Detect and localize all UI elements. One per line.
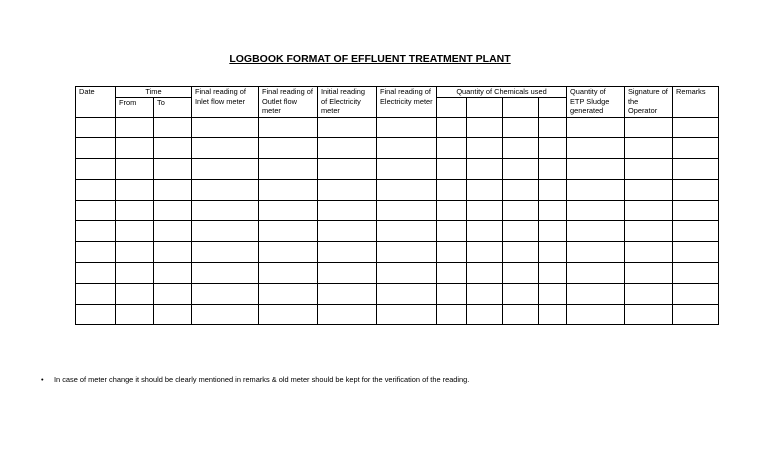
table-cell (567, 159, 625, 180)
table-cell (567, 200, 625, 221)
table-cell (154, 117, 192, 138)
table-cell (539, 263, 567, 284)
table-cell (318, 117, 377, 138)
page-title: LOGBOOK FORMAT OF EFFLUENT TREATMENT PLANT (229, 53, 511, 65)
table-row (76, 263, 719, 284)
table-cell (567, 179, 625, 200)
table-cell (76, 159, 116, 180)
table-cell (673, 263, 719, 284)
table-cell (318, 221, 377, 242)
table-row (76, 179, 719, 200)
table-cell (154, 138, 192, 159)
table-cell (377, 200, 437, 221)
table-cell (76, 283, 116, 304)
table-cell (259, 283, 318, 304)
header-signature: Signature of the Operator (625, 87, 673, 118)
table-cell (76, 304, 116, 325)
table-cell (467, 304, 503, 325)
table-cell (377, 283, 437, 304)
table-cell (539, 200, 567, 221)
table-cell (503, 179, 539, 200)
table-row (76, 138, 719, 159)
table-cell (154, 242, 192, 263)
table-cell (259, 159, 318, 180)
table-cell (539, 283, 567, 304)
table-cell (76, 138, 116, 159)
table-cell (625, 138, 673, 159)
table-cell (259, 304, 318, 325)
header-chemicals: Quantity of Chemicals used (437, 87, 567, 98)
table-cell (76, 117, 116, 138)
table-cell (467, 138, 503, 159)
table-cell (503, 304, 539, 325)
bullet-icon: • (41, 375, 44, 384)
table-cell (259, 242, 318, 263)
table-cell (673, 242, 719, 263)
table-row (76, 242, 719, 263)
table-cell (673, 138, 719, 159)
table-cell (318, 263, 377, 284)
table-cell (116, 221, 154, 242)
table-cell (625, 263, 673, 284)
table-cell (76, 242, 116, 263)
table-cell (437, 179, 467, 200)
table-cell (192, 283, 259, 304)
table-cell (116, 138, 154, 159)
table-cell (76, 263, 116, 284)
table-cell (192, 200, 259, 221)
table-cell (503, 221, 539, 242)
table-cell (567, 138, 625, 159)
header-chemical-sub-2 (467, 97, 503, 117)
table-cell (625, 283, 673, 304)
table-cell (192, 117, 259, 138)
header-electricity-final: Final reading of Electricity meter (377, 87, 437, 118)
table-cell (673, 304, 719, 325)
table-cell (539, 179, 567, 200)
table-cell (76, 200, 116, 221)
table-cell (116, 200, 154, 221)
header-chemical-sub-1 (437, 97, 467, 117)
table-cell (192, 242, 259, 263)
table-cell (503, 242, 539, 263)
table-cell (116, 283, 154, 304)
table-cell (467, 283, 503, 304)
table-cell (318, 283, 377, 304)
table-cell (539, 242, 567, 263)
header-time: Time (116, 87, 192, 98)
table-cell (377, 221, 437, 242)
table-cell (116, 117, 154, 138)
table-cell (625, 159, 673, 180)
header-remarks: Remarks (673, 87, 719, 118)
table-cell (154, 263, 192, 284)
table-row (76, 159, 719, 180)
table-cell (259, 138, 318, 159)
table-cell (467, 117, 503, 138)
header-chemical-sub-3 (503, 97, 539, 117)
table-cell (377, 242, 437, 263)
table-cell (567, 242, 625, 263)
table-cell (154, 221, 192, 242)
table-cell (318, 159, 377, 180)
table-cell (154, 179, 192, 200)
table-cell (116, 304, 154, 325)
table-cell (437, 159, 467, 180)
header-electricity-initial: Initial reading of Electricity meter (318, 87, 377, 118)
footnote-text: In case of meter change it should be clearly mentioned in remarks & old meter should be kept for the verification of the reading. (54, 375, 470, 384)
table-cell (567, 263, 625, 284)
table-cell (437, 263, 467, 284)
header-time-from: From (116, 97, 154, 117)
table-row (76, 221, 719, 242)
header-inlet-flow: Final reading of Inlet flow meter (192, 87, 259, 118)
table-cell (467, 159, 503, 180)
table-cell (192, 179, 259, 200)
table-cell (377, 304, 437, 325)
table-cell (259, 263, 318, 284)
table-cell (673, 117, 719, 138)
header-row-1 (76, 87, 719, 98)
table-cell (116, 179, 154, 200)
table-cell (503, 159, 539, 180)
table-cell (673, 179, 719, 200)
table-cell (377, 138, 437, 159)
header-sludge: Quantity of ETP Sludge generated (567, 87, 625, 118)
table-cell (503, 200, 539, 221)
table-cell (377, 263, 437, 284)
table-cell (318, 200, 377, 221)
table-cell (318, 179, 377, 200)
table-cell (154, 304, 192, 325)
table-cell (377, 179, 437, 200)
table-cell (437, 283, 467, 304)
table-cell (625, 304, 673, 325)
table-cell (673, 200, 719, 221)
table-cell (567, 221, 625, 242)
table-row (76, 200, 719, 221)
table-cell (467, 200, 503, 221)
table-cell (437, 304, 467, 325)
table-cell (467, 221, 503, 242)
table-cell (318, 304, 377, 325)
table-cell (192, 221, 259, 242)
table-cell (567, 283, 625, 304)
table-row (76, 283, 719, 304)
table-cell (259, 179, 318, 200)
table-cell (539, 159, 567, 180)
table-cell (503, 138, 539, 159)
table-cell (539, 117, 567, 138)
table-row (76, 304, 719, 325)
table-cell (154, 200, 192, 221)
table-cell (503, 283, 539, 304)
table-cell (377, 159, 437, 180)
table-cell (567, 117, 625, 138)
header-outlet-flow: Final reading of Outlet flow meter (259, 87, 318, 118)
table-cell (154, 159, 192, 180)
table-cell (437, 221, 467, 242)
table-cell (192, 138, 259, 159)
table-cell (76, 179, 116, 200)
table-cell (467, 263, 503, 284)
table-cell (437, 200, 467, 221)
table-cell (259, 117, 318, 138)
table-cell (192, 263, 259, 284)
table-cell (673, 283, 719, 304)
table-cell (318, 242, 377, 263)
table-cell (625, 179, 673, 200)
table-cell (467, 179, 503, 200)
logbook-table (75, 86, 719, 325)
table-cell (625, 117, 673, 138)
table-cell (625, 242, 673, 263)
table-cell (192, 159, 259, 180)
table-cell (116, 159, 154, 180)
table-cell (116, 242, 154, 263)
table-cell (503, 263, 539, 284)
table-cell (437, 138, 467, 159)
table-cell (192, 304, 259, 325)
table-cell (437, 117, 467, 138)
table-cell (154, 283, 192, 304)
table-cell (539, 138, 567, 159)
header-time-to: To (154, 97, 192, 117)
table-cell (539, 304, 567, 325)
table-cell (625, 221, 673, 242)
header-chemical-sub-4 (539, 97, 567, 117)
table-cell (437, 242, 467, 263)
table-cell (259, 221, 318, 242)
table-cell (259, 200, 318, 221)
table-cell (625, 200, 673, 221)
table-cell (503, 117, 539, 138)
table-cell (318, 138, 377, 159)
table-cell (116, 263, 154, 284)
table-cell (567, 304, 625, 325)
table-cell (377, 117, 437, 138)
table-cell (539, 221, 567, 242)
table-cell (673, 221, 719, 242)
table-row (76, 117, 719, 138)
table-cell (467, 242, 503, 263)
table-cell (673, 159, 719, 180)
header-date: Date (76, 87, 116, 118)
table-cell (76, 221, 116, 242)
